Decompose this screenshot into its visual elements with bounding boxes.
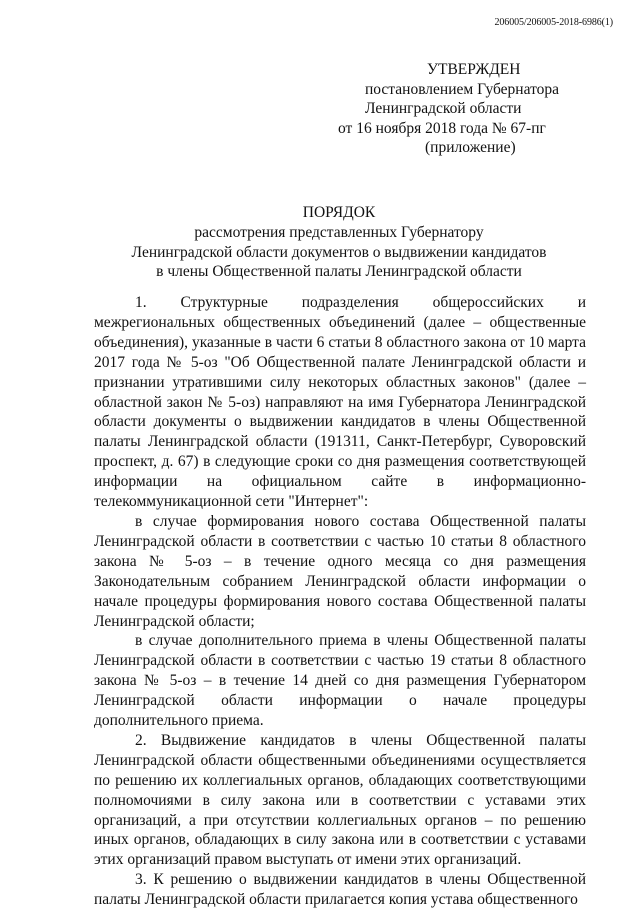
- paragraph-2: 2. Выдвижение кандидатов в члены Общественной палаты Ленинградской области общественными объединениями осуществляется по решению их коллегиальных органов, обладающих соответствующими полномочиями в силу закона или в соответствии с уставами этих организаций, а при отсутствии коллегиальных органов – по решению иных органов, обладающих в силу закона или в соответствии с уставами этих организаций правом выступать от имени этих организаций.: [94, 731, 586, 869]
- approval-block: [338, 60, 559, 158]
- document-title: [90, 203, 588, 282]
- title-subtitle-line: рассмотрения представленных Губернатору: [194, 223, 484, 241]
- document-body: [94, 293, 586, 910]
- paragraph-1: 1. Структурные подразделения общероссийских и межрегиональных общественных объединений (далее – общественные объединения), указанные в части 6 статьи 8 областного закона от 10 марта 2017 года № 5-оз "Об Общественной палате Ленинградской области и признании утратившими силу некоторых областных законов" (далее – областной закон № 5-оз) направляют на имя Губернатора Ленинградской области документы о выдвижении кандидатов в члены Общественной палаты Ленинградской области (191311, Санкт-Петербург, Суворовский проспект, д. 67) в следующие сроки со дня размещения соответствующей информации на официальном сайте в информационно-телекоммуникационной сети "Интернет":: [94, 294, 586, 511]
- paragraph-new-composition: в случае формирования нового состава Общественной палаты Ленинградской области в соответствии с частью 10 статьи 8 областного закона № 5-оз – в течение одного месяца со дня размещения Законодательным собранием Ленинградской области информации о начале процедуры формирования нового состава Общественной палаты Ленинградской области;: [94, 512, 586, 630]
- approval-line-appendix: (приложение): [425, 139, 516, 156]
- approval-line-approved: УТВЕРЖДЕН: [427, 61, 521, 78]
- approval-line-region: Ленинградской области: [365, 100, 522, 117]
- approval-line-date: от 16 ноября 2018 года № 67-пг: [338, 119, 546, 137]
- paragraph-additional-admission: в случае дополнительного приема в члены Общественной палаты Ленинградской области в соответствии с частью 19 статьи 8 областного закона № 5-оз – в течение 14 дней со дня размещения Губернатором Ленинградской области информации о начале процедуры дополнительного приема.: [94, 632, 586, 730]
- title-subtitle-line: в члены Общественной палаты Ленинградской области: [156, 263, 522, 281]
- document-id: 206005/206005-2018-6986(1): [494, 17, 613, 28]
- title-heading: ПОРЯДОК: [302, 204, 376, 221]
- paragraph-3: 3. К решению о выдвижении кандидатов в члены Общественной палаты Ленинградской области прилагается копия устава общественного: [94, 871, 586, 909]
- title-subtitle-line: Ленинградской области документов о выдвижении кандидатов: [131, 243, 547, 261]
- approval-line-decree: постановлением Губернатора: [365, 80, 560, 98]
